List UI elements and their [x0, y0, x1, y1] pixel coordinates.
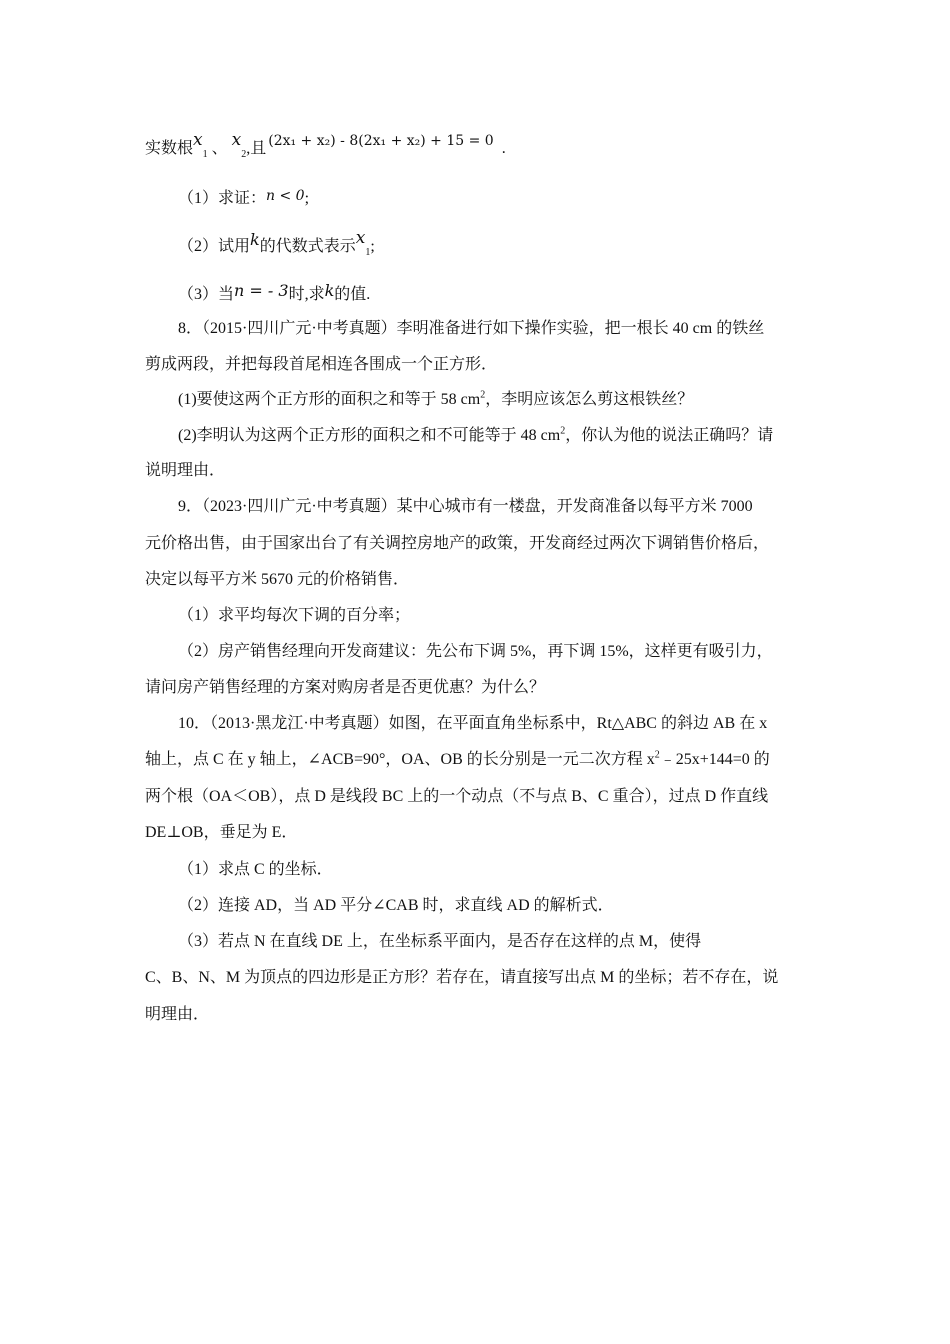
part-text: ，李明应该怎么剪这根铁丝？	[485, 391, 694, 408]
part-text: (2)李明认为这两个正方形的面积之和不可能等于 48 cm	[178, 427, 561, 444]
q10-part3-line3: 明理由．	[145, 1006, 210, 1023]
part-text: 时,求	[288, 286, 325, 303]
q10-part1: （1）求点 C 的坐标．	[178, 861, 333, 878]
part-label: （3）当	[178, 286, 235, 303]
separator: 、	[211, 140, 228, 157]
q10-part3: （3）若点 N 在直线 DE 上，在坐标系平面内，是否存在这样的点 M，使得	[178, 933, 702, 950]
line-text: ﹣25x+144=0 的	[659, 751, 770, 768]
k-symbol: k	[324, 281, 335, 300]
part-text: 的值.	[334, 286, 371, 303]
q8-part1	[178, 390, 693, 410]
superscript: 2	[654, 749, 660, 761]
q7-part1	[178, 189, 309, 209]
q7-part2	[178, 228, 375, 259]
x1-subscript: 1	[202, 149, 208, 161]
q10-line2	[145, 750, 770, 770]
q10-line3: 两个根（OA＜OB），点 D 是线段 BC 上的一个动点（不与点 B、C 重合），过点 D 作直线	[145, 788, 769, 805]
q9-line3: 决定以每平方米 5670 元的价格销售．	[145, 571, 410, 588]
q10-part2: （2）连接 AD，当 AD 平分∠CAB 时，求直线 AD 的解析式．	[178, 897, 614, 914]
equation: (2x₁ + x₂) - 8(2x₁ + x₂) + 15 = 0	[268, 133, 494, 149]
superscript: 2	[560, 425, 566, 437]
q9-part2-line2: 请问房产销售经理的方案对购房者是否更优惠？为什么？	[145, 679, 546, 696]
punct: ;	[304, 190, 310, 207]
x2-symbol: x	[231, 130, 242, 150]
q8-part2	[178, 426, 773, 446]
q9-part1: （1）求平均每次下调的百分率；	[178, 607, 411, 624]
q9-line1: 9．（2023·四川广元·中考真题）某中心城市有一楼盘，开发商准备以每平方米 7000	[178, 498, 753, 515]
x1-symbol: x	[193, 130, 203, 150]
equation-period: .	[501, 140, 506, 157]
q10-part3-line2: C、B、N、M 为顶点的四边形是正方形？若存在，请直接写出点 M 的坐标；若不存在，说	[145, 969, 779, 986]
q10-line4: DE⊥OB，垂足为 E．	[145, 824, 298, 841]
part-label: （1）求证：	[178, 190, 267, 207]
q8-part2-line2: 说明理由．	[145, 462, 226, 479]
q7-text: 实数根	[145, 140, 194, 157]
math-inequality: n < 0	[266, 188, 305, 204]
q8-line2: 剪成两段，并把每段首尾相连各围成一个正方形．	[145, 356, 498, 373]
q9-part2: （2）房产销售经理向开发商建议：先公布下调 5%，再下调 15%，这样更有吸引力，	[178, 643, 773, 660]
q10-line1: 10．（2013·黑龙江·中考真题）如图，在平面直角坐标系中，Rt△ABC 的斜边 AB 在 x	[178, 715, 768, 732]
qie-text: ,且	[246, 140, 267, 157]
q7-part3	[178, 281, 371, 305]
line-text: 轴上，点 C 在 y 轴上，∠ACB=90°，OA、OB 的长分别是一元二次方程 x	[145, 751, 655, 768]
part-text: (1)要使这两个正方形的面积之和等于 58 cm	[178, 391, 481, 408]
q8-line1: 8．（2015·四川广元·中考真题）李明准备进行如下操作实验，把一根长 40 cm 的铁丝	[178, 320, 765, 337]
x1-symbol: x	[355, 228, 366, 248]
part-text: ，你认为他的说法正确吗？请	[565, 427, 774, 444]
q7-line1	[145, 130, 506, 161]
math-n-value: n = - 3	[234, 281, 289, 300]
q9-line2: 元价格出售，由于国家出台了有关调控房地产的政策，开发商经过两次下调销售价格后，	[145, 535, 770, 552]
k-symbol: k	[250, 230, 260, 249]
x2-subscript: 2	[241, 149, 247, 161]
part-label: （2）试用	[178, 238, 251, 255]
part-text: 的代数式表示	[259, 238, 356, 255]
punct: ;	[370, 238, 375, 255]
superscript: 2	[480, 389, 486, 401]
x1-subscript: 1	[365, 247, 371, 259]
